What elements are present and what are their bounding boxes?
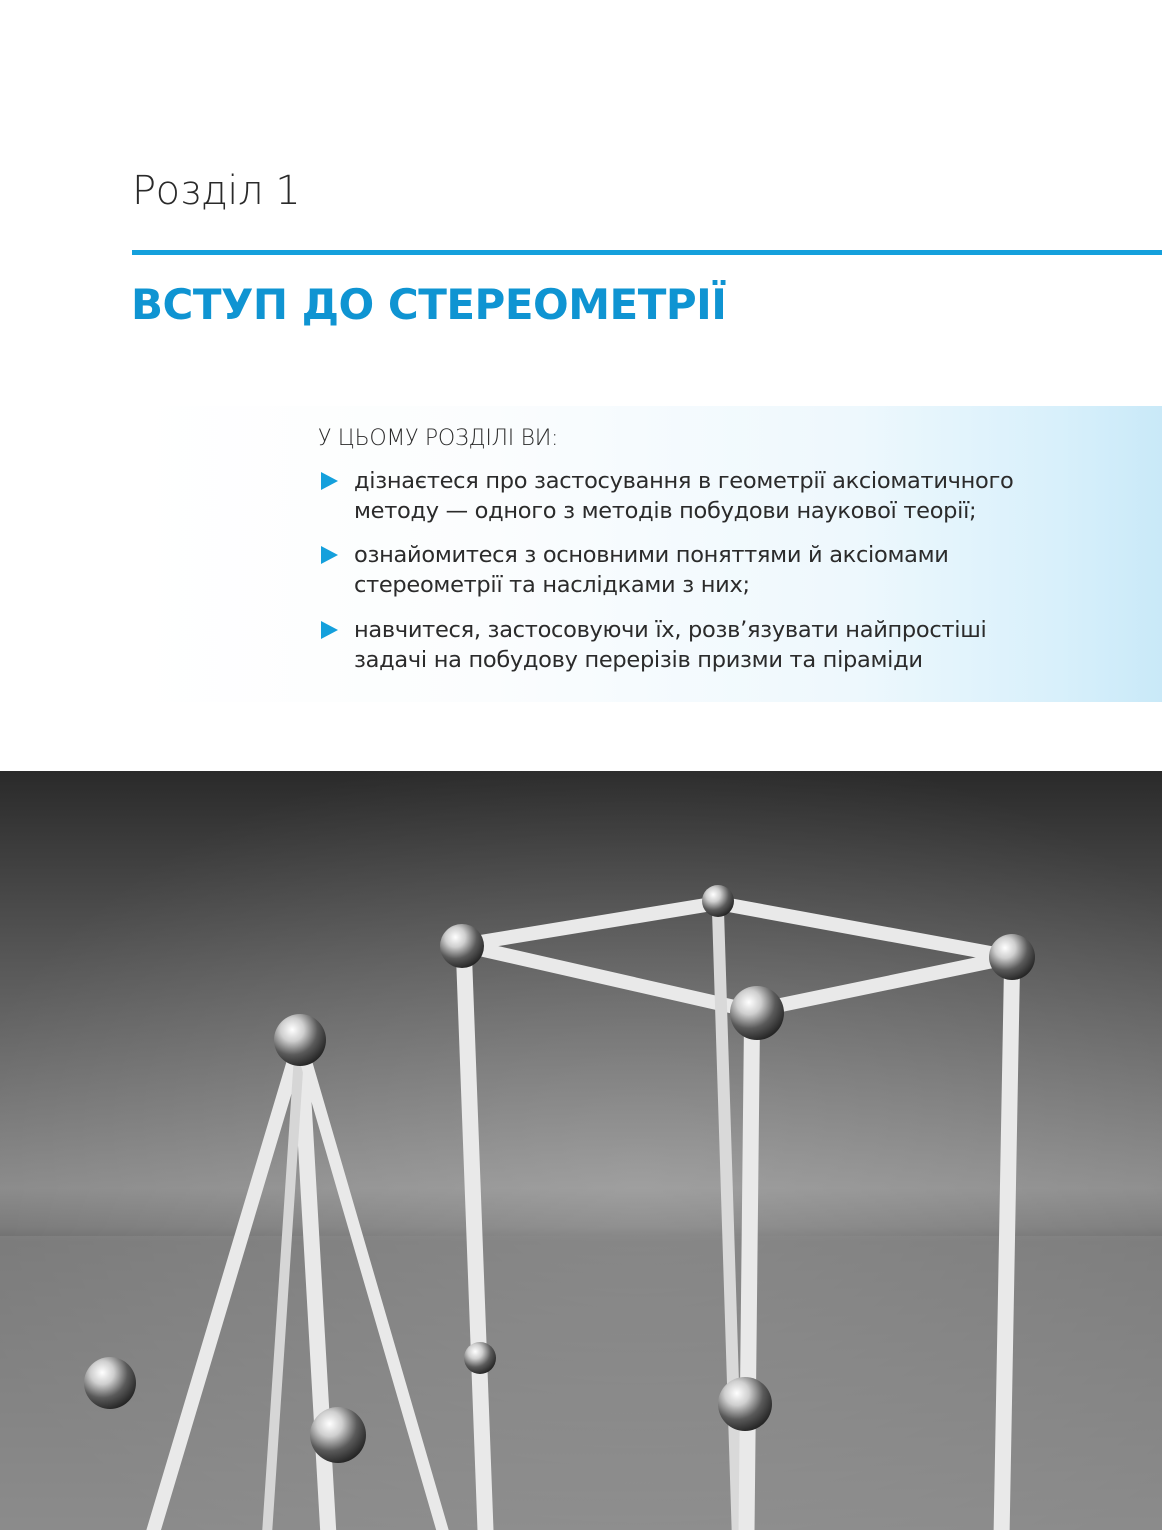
- accent-divider: [132, 250, 1162, 255]
- bullet-triangle-icon: [321, 621, 338, 639]
- goals-intro: У ЦЬОМУ РОЗДІЛІ ВИ:: [318, 426, 559, 451]
- goal-line: методу — одного з методів побудови наукової теорії;: [354, 498, 977, 524]
- goal-line: ознайомитеся з основними поняттями й аксіомами: [354, 542, 949, 568]
- goal-line: задачі на побудову перерізів призми та піраміди: [354, 647, 923, 673]
- goal-item: [318, 466, 1058, 526]
- goal-line: дізнаєтеся про застосування в геометрії аксіоматичного: [354, 468, 1014, 494]
- pyramid-and-cube-models-image: [0, 771, 1162, 1530]
- bullet-triangle-icon: [321, 546, 338, 564]
- bullet-triangle-icon: [321, 472, 338, 490]
- goal-line: навчитеся, застосовуючи їх, розв’язувати найпростіші: [354, 617, 987, 643]
- section-number: Розділ 1: [132, 168, 301, 214]
- goal-line: стереометрії та наслідками з них;: [354, 572, 750, 598]
- goal-item: [318, 540, 1058, 600]
- chapter-title: ВСТУП ДО СТЕРЕОМЕТРІЇ: [131, 280, 727, 329]
- goal-item: [318, 615, 1058, 675]
